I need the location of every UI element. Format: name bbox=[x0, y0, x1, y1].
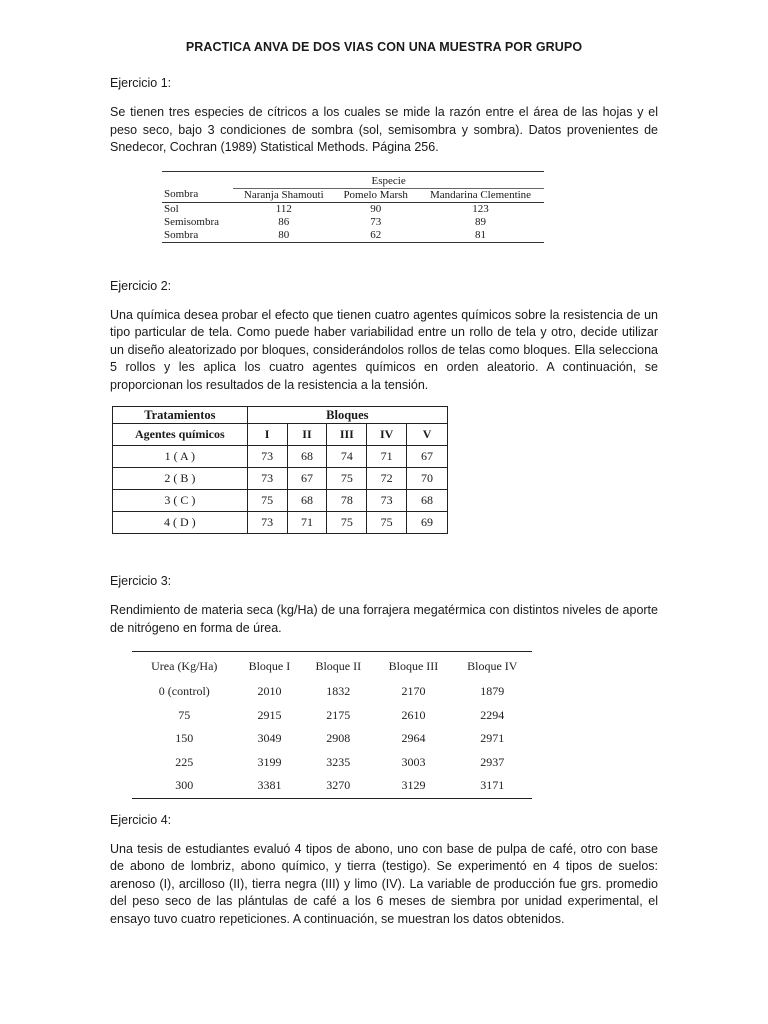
exercise-3-table bbox=[132, 651, 532, 799]
table-cell: 67 bbox=[287, 468, 327, 490]
table-cell: 67 bbox=[407, 446, 448, 468]
table-cell: 68 bbox=[407, 490, 448, 512]
table-cell: 73 bbox=[247, 468, 287, 490]
table-cell: 2170 bbox=[401, 684, 426, 699]
table-cell: 71 bbox=[367, 446, 407, 468]
col-header: II bbox=[287, 424, 327, 446]
exercise-2-table bbox=[112, 406, 448, 534]
table-cell: 1832 bbox=[326, 684, 351, 699]
table-cell: 3003 bbox=[401, 754, 426, 769]
table-row bbox=[132, 727, 532, 751]
col-header: V bbox=[407, 424, 448, 446]
table-cell: 75 bbox=[327, 468, 367, 490]
table-cell: 86 bbox=[278, 215, 290, 228]
table-cell: 68 bbox=[287, 446, 327, 468]
exercise-1-text: Se tienen tres especies de cítricos a los cuales se mide la razón entre el área de las hojas y el peso seco, bajo 3 condiciones de sombra (sol, semisombra y sombra). Datos provenientes de Snedecor, Cochran (1989) Statistical Methods. Página 256. bbox=[110, 105, 658, 154]
exercise-3-table-wrap bbox=[132, 651, 532, 799]
table-row bbox=[162, 216, 544, 229]
row-label: 1 ( A ) bbox=[113, 446, 248, 468]
table-row bbox=[113, 468, 448, 490]
treatments-header: Tratamientos bbox=[113, 407, 248, 424]
table-row bbox=[132, 751, 532, 775]
row-label: 75 bbox=[178, 707, 191, 722]
table-row bbox=[132, 704, 532, 728]
table-cell: 62 bbox=[370, 228, 382, 241]
col-header: III bbox=[327, 424, 367, 446]
table-cell: 69 bbox=[407, 512, 448, 534]
col-header: Pomelo Marsh bbox=[334, 188, 417, 202]
col-header: Naranja Shamouti bbox=[233, 188, 334, 202]
table-cell: 123 bbox=[472, 202, 489, 215]
table-cell: 2175 bbox=[326, 707, 351, 722]
row-label: 225 bbox=[175, 754, 194, 769]
exercise-2-label: Ejercicio 2: bbox=[110, 278, 172, 293]
col-header: Mandarina Clementine bbox=[417, 188, 544, 202]
table-cell: 73 bbox=[370, 215, 382, 228]
table-cell: 73 bbox=[247, 446, 287, 468]
table-row bbox=[162, 202, 544, 216]
row-label: Sombra bbox=[164, 228, 199, 241]
page-title: PRACTICA ANVA DE DOS VIAS CON UNA MUESTRA POR GRUPO bbox=[185, 40, 583, 54]
table-cell: 3270 bbox=[326, 778, 351, 793]
document-page bbox=[110, 40, 658, 942]
row-label: 2 ( B ) bbox=[113, 468, 248, 490]
table-row bbox=[113, 490, 448, 512]
table-row bbox=[113, 446, 448, 468]
exercise-2-text: Una química desea probar el efecto que tienen cuatro agentes químicos sobre la resistencia de un tipo particular de tela. Como puede haber variabilidad entre un rollo de tela y otro, decide utilizar un diseño aleatorizado por bloques, considerándolos rollos de telas como bloques. Ella selecciona 5 rollos y les aplica los cuatro agentes químicos en orden aleatorio. A continuación, se proporcionan los resultados de la resistencia a la tensión. bbox=[110, 307, 658, 392]
table-cell: 89 bbox=[475, 215, 487, 228]
exercise-4-label: Ejercicio 4: bbox=[110, 812, 172, 827]
table-cell: 3171 bbox=[480, 778, 505, 793]
table-cell: 81 bbox=[475, 228, 487, 241]
table-cell: 112 bbox=[275, 202, 292, 215]
table-cell: 70 bbox=[407, 468, 448, 490]
table-cell: 3199 bbox=[257, 754, 282, 769]
table-cell: 2915 bbox=[257, 707, 282, 722]
shade-header: Sombra bbox=[162, 188, 233, 202]
row-label: 150 bbox=[175, 731, 194, 746]
exercise-1-table-wrap bbox=[162, 171, 544, 243]
table-cell: 2937 bbox=[480, 754, 505, 769]
row-label: Semisombra bbox=[164, 215, 219, 228]
table-cell: 90 bbox=[370, 202, 382, 215]
table-cell: 73 bbox=[247, 512, 287, 534]
row-label: 0 (control) bbox=[158, 684, 210, 699]
table-cell: 2010 bbox=[257, 684, 282, 699]
table-cell: 2964 bbox=[401, 731, 426, 746]
exercise-2-table-wrap bbox=[112, 406, 448, 534]
exercise-4-text: Una tesis de estudiantes evaluó 4 tipos de abono, uno con base de pulpa de café, otro con base de abono de lombriz, abono químico, y tierra (testigo). Se experimentó en 4 tipos de suelos: arenoso (I), arcilloso (II), tierra negra (III) y limo (IV). La variable de producción fue grs. promedio del peso seco de las plántulas de café a los 6 meses de siembra por unidad experimental, el ensayo tuvo cuatro repeticiones. A continuación, se muestran los datos obtenidos. bbox=[110, 841, 658, 926]
table-cell: 3381 bbox=[257, 778, 282, 793]
table-cell: 3129 bbox=[401, 778, 426, 793]
blocks-header: Bloques bbox=[247, 407, 447, 424]
exercise-1-table bbox=[162, 171, 544, 243]
table-cell: 2908 bbox=[326, 731, 351, 746]
table-row bbox=[132, 680, 532, 704]
row-label: Sol bbox=[164, 202, 179, 215]
table-cell: 74 bbox=[327, 446, 367, 468]
table-cell: 2610 bbox=[401, 707, 426, 722]
exercise-1-label: Ejercicio 1: bbox=[110, 76, 172, 90]
col-header: IV bbox=[367, 424, 407, 446]
table-cell: 1879 bbox=[480, 684, 505, 699]
table-cell: 73 bbox=[367, 490, 407, 512]
col-header: Bloque III bbox=[388, 658, 439, 673]
row-label: 300 bbox=[175, 778, 194, 793]
table-cell: 75 bbox=[327, 512, 367, 534]
table-cell: 71 bbox=[287, 512, 327, 534]
table-cell: 80 bbox=[278, 228, 290, 241]
table-cell: 2294 bbox=[480, 707, 505, 722]
exercise-3-text: Rendimiento de materia seca (kg/Ha) de una forrajera megatérmica con distintos niveles de aporte de nitrógeno en forma de úrea. bbox=[110, 603, 658, 635]
table-cell: 3049 bbox=[257, 731, 282, 746]
col-header: Bloque I bbox=[248, 658, 291, 673]
table-row bbox=[113, 512, 448, 534]
table-cell: 3235 bbox=[326, 754, 351, 769]
table-cell: 72 bbox=[367, 468, 407, 490]
row-label: 3 ( C ) bbox=[113, 490, 248, 512]
row-label: 4 ( D ) bbox=[113, 512, 248, 534]
col-header: Bloque II bbox=[315, 658, 362, 673]
table-cell: 75 bbox=[247, 490, 287, 512]
table-cell: 2971 bbox=[480, 731, 505, 746]
agents-header: Agentes químicos bbox=[113, 424, 248, 446]
table-cell: 68 bbox=[287, 490, 327, 512]
exercise-3-label: Ejercicio 3: bbox=[110, 574, 172, 588]
table-cell: 78 bbox=[327, 490, 367, 512]
col-header: I bbox=[247, 424, 287, 446]
table-cell: 75 bbox=[367, 512, 407, 534]
col-header: Urea (Kg/Ha) bbox=[151, 658, 218, 673]
col-header: Bloque IV bbox=[467, 658, 518, 673]
table-row bbox=[162, 229, 544, 243]
table-row bbox=[132, 774, 532, 798]
species-header: Especie bbox=[233, 171, 544, 188]
